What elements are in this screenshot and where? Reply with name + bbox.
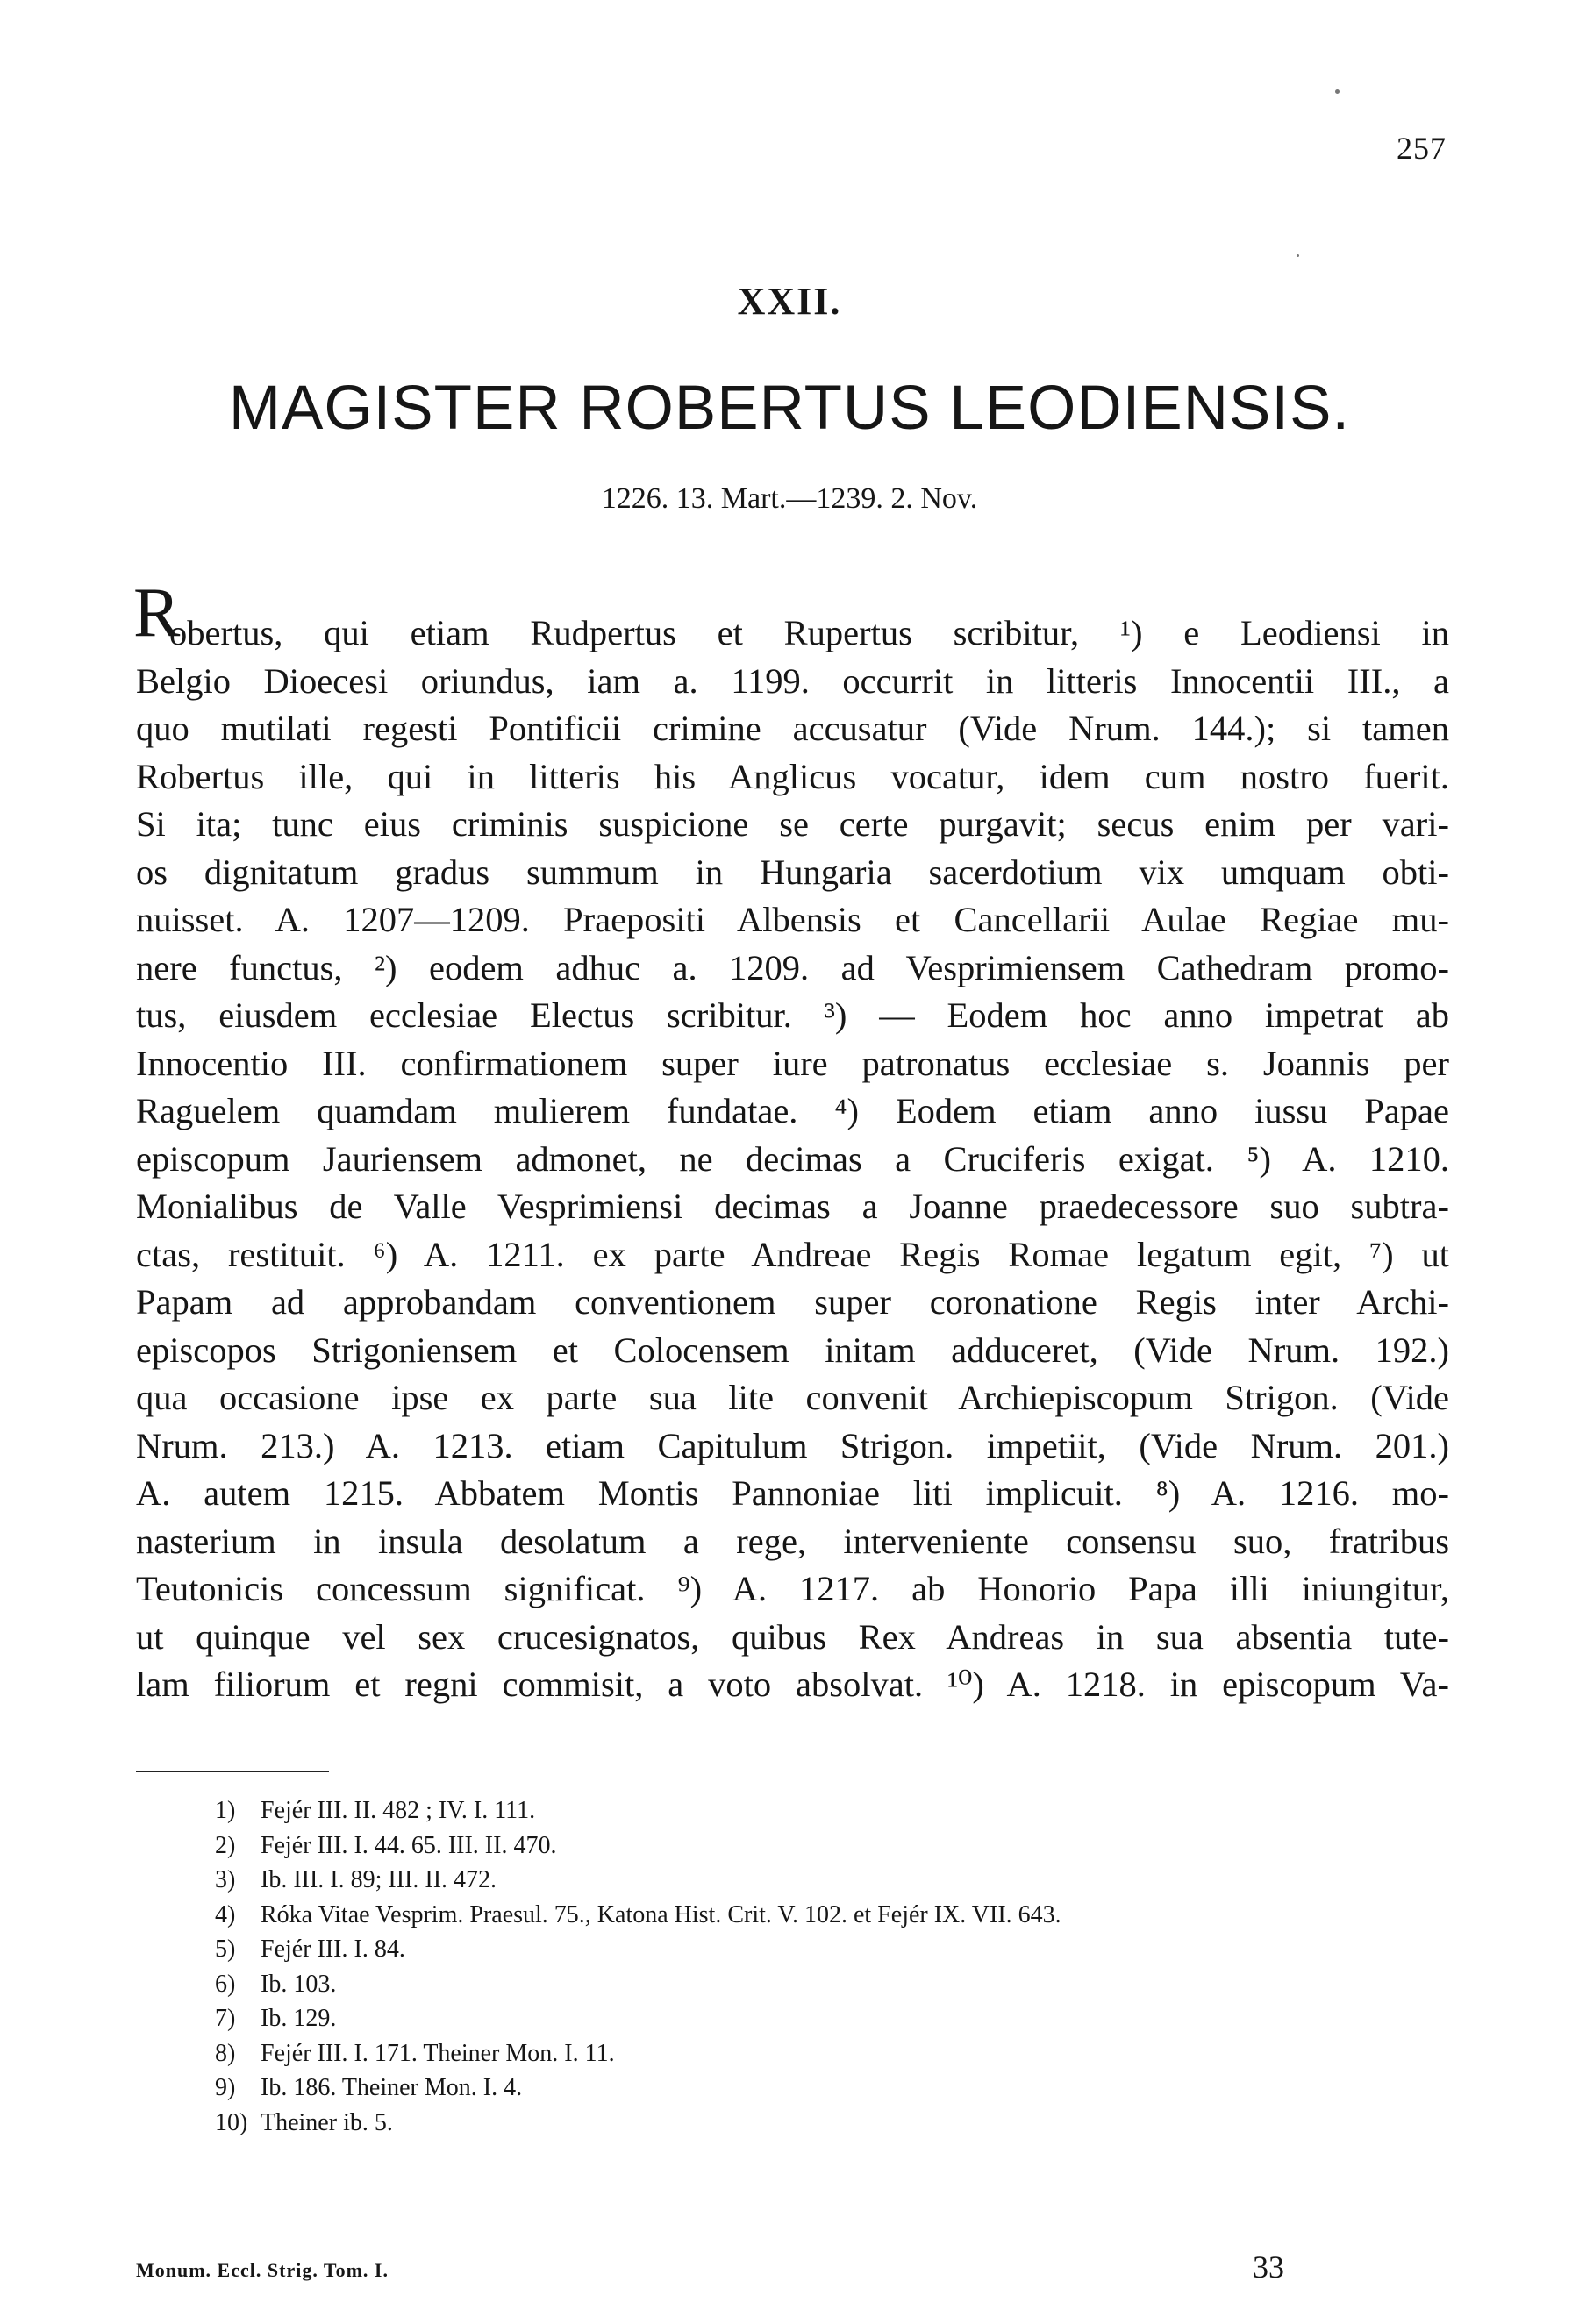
body-line: nere functus, ²) eodem adhuc a. 1209. ad Vesprimiensem Cathedram promo- xyxy=(136,947,1449,987)
footnote-number: 6) xyxy=(215,1970,236,1998)
sheet-number: 33 xyxy=(1253,2249,1284,2285)
body-line: Monialibus de Valle Vesprimiensi decimas a Joanne praedecessore suo subtra- xyxy=(136,1187,1449,1226)
body-line: nasterium in insula desolatum a rege, interveniente consensu suo, fratribus xyxy=(136,1521,1449,1561)
body-line: obertus, qui etiam Rudpertus et Rupertus scribitur, ¹) e Leodiensi in xyxy=(169,613,1449,652)
footnote-text: Ib. III. I. 89; III. II. 472. xyxy=(261,1866,497,1893)
footnote-number: 8) xyxy=(215,2039,236,2067)
footnote xyxy=(215,1967,1355,2002)
footnote xyxy=(215,2036,1355,2071)
footnote xyxy=(215,2071,1355,2106)
footnote-text: Fejér III. II. 482 ; IV. I. 111. xyxy=(261,1797,536,1824)
footnote xyxy=(215,1863,1355,1898)
footnote-divider xyxy=(136,1771,329,1772)
chapter-number: XXII. xyxy=(737,280,842,323)
footnote-text: Róka Vitae Vesprim. Praesul. 75., Katona Hist. Crit. V. 102. et Fejér IX. VII. 643. xyxy=(261,1900,1061,1928)
footnote-number: 9) xyxy=(215,2074,236,2101)
body-text xyxy=(136,610,1449,1709)
footnote xyxy=(215,2106,1355,2141)
body-line: A. autem 1215. Abbatem Montis Pannoniae liti implicuit. ⁸) A. 1216. mo- xyxy=(136,1473,1449,1513)
footnote xyxy=(215,1932,1355,1967)
footnote xyxy=(215,1793,1355,1829)
footnote-text: Ib. 186. Theiner Mon. I. 4. xyxy=(261,2074,523,2101)
footnote-text: Fejér III. I. 171. Theiner Mon. I. 11. xyxy=(261,2039,615,2067)
body-line: Innocentio III. confirmationem super iure patronatus ecclesiae s. Joannis per xyxy=(136,1043,1449,1083)
body-line: episcopum Jauriensem admonet, ne decimas a Cruciferis exigat. ⁵) A. 1210. xyxy=(136,1138,1449,1179)
footnote-number: 2) xyxy=(215,1831,236,1859)
scan-speck xyxy=(1335,89,1340,94)
body-line: quo mutilati regesti Pontificii crimine accusatur (Vide Nrum. 144.); si tamen xyxy=(136,709,1449,748)
page-number: 257 xyxy=(1397,131,1447,166)
body-line: Raguelem quamdam mulierem fundatae. ⁴) Eodem etiam anno iussu Papae xyxy=(136,1091,1449,1130)
footnote-number: 10) xyxy=(215,2108,248,2136)
body-line: Papam ad approbandam conventionem super coronatione Regis inter Archi- xyxy=(136,1282,1449,1322)
body-line: lam filiorum et regni commisit, a voto absolvat. ¹⁰) A. 1218. in episcopum Va- xyxy=(136,1665,1449,1704)
footnote-number: 1) xyxy=(215,1797,236,1824)
footnote-text: Theiner ib. 5. xyxy=(261,2108,393,2136)
body-line: ctas, restituit. ⁶) A. 1211. ex parte Andreae Regis Romae legatum egit, ⁷) ut xyxy=(136,1234,1449,1274)
body-line: Nrum. 213.) A. 1213. etiam Capitulum Strigon. impetiit, (Vide Nrum. 201.) xyxy=(136,1425,1449,1465)
printer-signature: Monum. Eccl. Strig. Tom. I. xyxy=(136,2259,389,2281)
body-line: qua occasione ipse ex parte sua lite convenit Archiepiscopum Strigon. (Vide xyxy=(136,1378,1449,1417)
footnote-number: 5) xyxy=(215,1935,236,1963)
body-line: Belgio Dioecesi oriundus, iam a. 1199. occurrit in litteris Innocentii III., a xyxy=(136,660,1449,701)
body-line: Si ita; tunc eius criminis suspicione se certe purgavit; secus enim per vari- xyxy=(136,804,1449,844)
footnote xyxy=(215,1898,1355,1933)
body-line: ut quinque vel sex crucesignatos, quibus Rex Andreas in sua absentia tute- xyxy=(136,1616,1449,1657)
footnote xyxy=(215,1829,1355,1864)
body-line: episcopos Strigoniensem et Colocensem initam adduceret, (Vide Nrum. 192.) xyxy=(136,1330,1449,1370)
footnote-number: 3) xyxy=(215,1866,236,1893)
scan-speck xyxy=(1297,254,1299,257)
footnote-text: Ib. 103. xyxy=(261,1970,337,1998)
body-line: nuisset. A. 1207—1209. Praepositi Albensis et Cancellarii Aulae Regiae mu- xyxy=(136,900,1449,939)
footnote-text: Ib. 129. xyxy=(261,2005,337,2032)
body-line: Robertus ille, qui in litteris his Anglicus vocatur, idem cum nostro fuerit. xyxy=(136,756,1449,796)
drop-cap: R xyxy=(133,574,181,652)
footnote-text: Fejér III. I. 44. 65. III. II. 470. xyxy=(261,1831,557,1859)
footnote-text: Fejér III. I. 84. xyxy=(261,1935,405,1963)
footnote-number: 4) xyxy=(215,1900,236,1928)
date-range: 1226. 13. Mart.—1239. 2. Nov. xyxy=(601,482,978,515)
body-line: tus, eiusdem ecclesiae Electus scribitur. ³) — Eodem hoc anno impetrat ab xyxy=(136,995,1449,1035)
footnote xyxy=(215,2001,1355,2036)
page-title: MAGISTER ROBERTUS LEODIENSIS. xyxy=(228,374,1351,443)
footnotes xyxy=(215,1793,1355,2140)
body-line: Teutonicis concessum significat. ⁹) A. 1217. ab Honorio Papa illi iniungitur, xyxy=(136,1569,1449,1608)
body-line: os dignitatum gradus summum in Hungaria sacerdotium vix umquam obti- xyxy=(136,852,1449,892)
footnote-number: 7) xyxy=(215,2005,236,2032)
